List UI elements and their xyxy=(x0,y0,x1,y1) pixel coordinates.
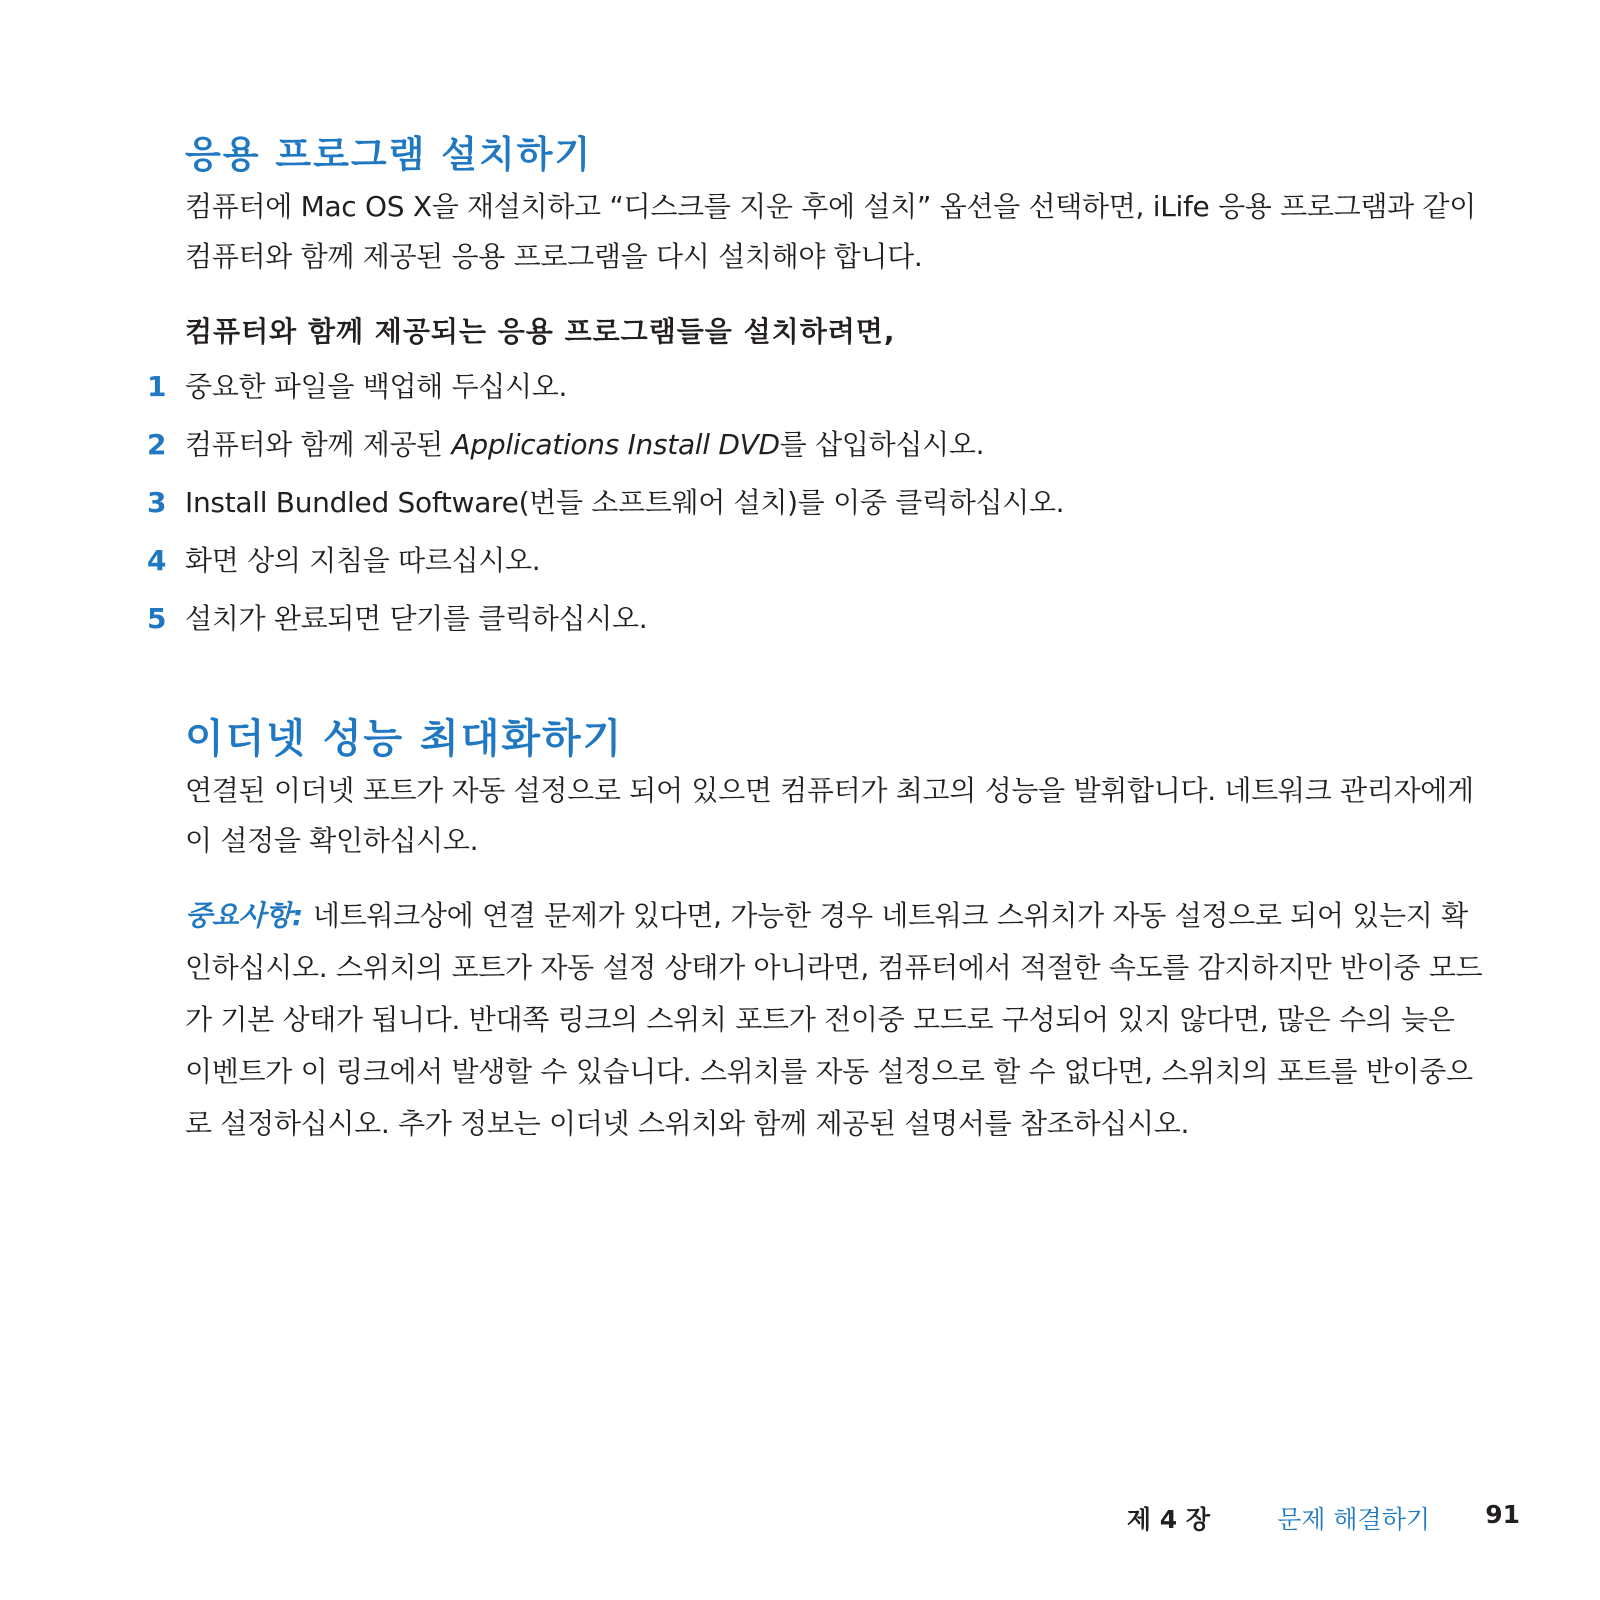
step-text: 중요한 파일을 백업해 두십시오. xyxy=(185,370,568,403)
section-heading: 응용 프로그램 설치하기 xyxy=(185,133,593,176)
step-number: 4 xyxy=(147,544,167,577)
page-number: 91 xyxy=(1485,1500,1520,1529)
step-text: 화면 상의 지침을 따르십시오. xyxy=(185,544,541,577)
step-number: 1 xyxy=(147,370,167,403)
footer-chapter-title: 문제 해결하기 xyxy=(1277,1505,1430,1534)
step-item xyxy=(147,590,1485,648)
section-ethernet xyxy=(185,716,1485,1150)
section-paragraph: 연결된 이더넷 포트가 자동 설정으로 되어 있으면 컴퓨터가 최고의 성능을 발휘합니다. 네트워크 관리자에게 이 설정을 확인하십시오. xyxy=(185,774,1474,857)
step-text: Install Bundled Software(번들 소프트웨어 설치)를 이중 클릭하십시오. xyxy=(185,486,1065,519)
section-heading: 이더넷 성능 최대화하기 xyxy=(185,716,624,762)
section-install-apps xyxy=(147,132,1485,648)
step-number: 5 xyxy=(147,602,167,635)
step-number: 3 xyxy=(147,486,167,519)
step-text-pre: 컴퓨터와 함께 제공된 xyxy=(185,428,452,461)
step-item xyxy=(147,532,1485,590)
step-text-italic: Applications Install DVD xyxy=(451,428,780,461)
step-text-post: 를 삽입하십시오. xyxy=(779,428,985,461)
note-text: 네트워크상에 연결 문제가 있다면, 가능한 경우 네트워크 스위치가 자동 설정으로 되어 있는지 확인하십시오. 스위치의 포트가 자동 설정 상태가 아니라면, 컴퓨터에서 적절한 속도를 감지하지만 반이중 모드가 기본 상태가 됩니다. 반대쪽 링크의 스위치 포트가 전이중 모드로 구성되어 있지 않다면, 많은 수의 늦은 이벤트가 이 링크에서 발생할 수 있습니다. 스위치를 자동 설정으로 할 수 없다면, 스위치의 포트를 반이중으로 설정하십시오. 추가 정보는 이더넷 스위치와 함께 제공된 설명서를 참조하십시오. xyxy=(185,899,1483,1140)
page-footer xyxy=(0,1500,1600,1540)
footer-chapter: 제 4 장 xyxy=(1126,1505,1210,1534)
section-paragraph: 컴퓨터에 Mac OS X을 재설치하고 “디스크를 지운 후에 설치” 옵션을 선택하면, iLife 응용 프로그램과 같이 컴퓨터와 함께 제공된 응용 프로그램을 다시 설치해야 합니다. xyxy=(185,190,1476,273)
steps-list xyxy=(147,358,1485,648)
important-note xyxy=(185,890,1485,1150)
step-text: 설치가 완료되면 닫기를 클릭하십시오. xyxy=(185,602,648,635)
step-item xyxy=(147,416,1485,474)
step-item xyxy=(147,474,1485,532)
step-number: 2 xyxy=(147,428,167,461)
steps-title: 컴퓨터와 함께 제공되는 응용 프로그램들을 설치하려면, xyxy=(185,315,896,348)
note-label: 중요사항: xyxy=(185,899,303,932)
step-item xyxy=(147,358,1485,416)
